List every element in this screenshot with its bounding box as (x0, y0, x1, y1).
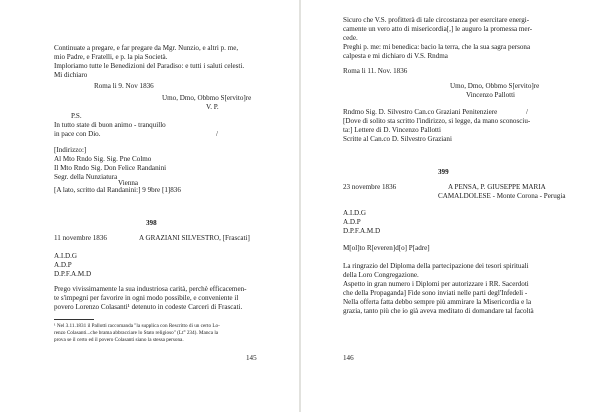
letter-date: 11 novembre 1836 (54, 234, 107, 242)
page-number: 146 (343, 354, 354, 362)
address-line: Rndmo Sig. D. Silvestro Can.co Graziani Penitenziere (343, 108, 498, 116)
opening-line: Preghi p. me: mi benedica: bacio la terra, che la sua sagra persona (343, 43, 531, 51)
letter-recipient: A GRAZIANI SILVESTRO, [Frascati] (139, 234, 250, 242)
body-line: Aspetto in gran numero i Diplomi per autorizzare i RR. Sacerdoti (343, 280, 529, 288)
letter-number: 399 (438, 168, 449, 176)
address-line: Segr. della Nunziatura (54, 173, 118, 181)
address-line: Il Mto Rndo Sig. Don Felice Randanini (54, 164, 167, 172)
letter-number: 398 (146, 219, 157, 227)
address-note: [A lato, scritto dal Randanini:] 9 9bre [1]836 (54, 186, 181, 194)
body-line: La ringrazio del Diploma della partecipazione dei tesori spirituali (343, 262, 529, 270)
opening-line: camente un vero atto di misericordia[,] le auguro la promessa mer- (343, 25, 533, 33)
address-line: [Indirizzo:] (54, 146, 87, 154)
body-line: povero Lorenzo Colasanti¹ detenuto in codeste Carceri di Frascati. (54, 303, 243, 311)
opening-line: Mi dichiaro (54, 71, 88, 79)
ps-line: in pace con Dio. (54, 130, 101, 138)
letter-date: 23 novembre 1836 (343, 183, 397, 191)
letter-date-closing: Roma li 9. Nov 1836 (94, 82, 154, 90)
signature-initials: V. P. (206, 103, 219, 111)
address-line: Al Mto Rndo Sig. Sig. Pne Colmo (54, 155, 152, 163)
address-line: [Dove di solito sta scritto l'indirizzo, si legge, da mano sconosciu- (343, 117, 531, 125)
footnote-line: renzo Colasanti...che brama abbracciare lo Stato religioso" (Lt° 234). Manca la (54, 330, 219, 336)
address-mark: / (526, 108, 528, 116)
opening-line: Sicuro che V.S. profitterà di tale circostanza per esercitare energi- (343, 16, 530, 24)
signature-line: Umo, Dmo, Obbmo S[ervito]re (450, 82, 540, 90)
footnote-line: prova se il certo ed il povero Colasanti siano la stessa persona. (54, 337, 184, 343)
ps-line: In tutto state di buon animo - tranquillo (54, 121, 166, 129)
invocation: D.P.F.A.M.D (343, 227, 381, 235)
address-line: ta:] Lettere di D. Vincenzo Pallotti (343, 126, 441, 134)
opening-line: calpesta e mi dichiaro di V.S. Rndma (343, 52, 448, 60)
ps-mark: / (216, 130, 218, 138)
address-city: Vienna (118, 179, 139, 187)
page-number: 145 (246, 354, 257, 362)
signature-line: Umo, Dmo, Obbmo S[ervito]re (162, 94, 252, 102)
opening-line: mio Padre, e Fratelli, e p. la pia Società. (54, 53, 168, 61)
body-line: della Loro Congregazione. (343, 271, 419, 279)
opening-line: Imploriamo tutte le Benedizioni del Paradiso: e tutti i saluti celesti. (54, 62, 245, 70)
opening-line: cede. (343, 34, 358, 42)
footnote-rule (54, 319, 94, 320)
invocation: A.D.P (343, 218, 361, 226)
footnote-line: ¹ Nel 3.11.1831 il Pallotti raccomanda "la supplica con Rescritto di un certo Lo- (54, 323, 220, 329)
left-page (0, 0, 299, 412)
letter-recipient-place: CAMALDOLESE - Monte Corona - Perugia (438, 192, 566, 200)
letter-recipient: A PENSA, P. GIUSEPPE MARIA (448, 183, 546, 191)
invocation: A.I.D.G (54, 252, 78, 260)
body-line: che della Propaganda] Fide sono inviati nelle parti degl'Infedeli - (343, 289, 528, 297)
salutation: M[ol]to R[everen]d[o] P[adre] (343, 244, 430, 252)
opening-line: Continuate a pregare, e far pregare da Mgr. Nunzio, e altri p. me, (54, 44, 239, 52)
letter-date-closing: Roma li 11. Nov. 1836 (343, 67, 408, 75)
body-line: te s'impegni per favorire in ogni modo possibile, e conveniente il (54, 294, 239, 302)
ps-label: P.S. (71, 112, 82, 120)
invocation: A.D.P (54, 261, 72, 269)
body-line: Nella offerta fatta debbo sempre più ammirare la Misericordia e la (343, 298, 532, 306)
signature-name: Vincenzo Pallotti (466, 91, 516, 99)
invocation: D.P.F.A.M.D (54, 270, 92, 278)
invocation: A.I.D.G (343, 209, 367, 217)
address-line: Scritte al Can.co D. Silvestro Graziani (343, 135, 452, 143)
right-page (301, 0, 599, 412)
body-line: Prego vivissimamente la sua industriosa carità, perchè efficacemen- (54, 285, 247, 293)
body-line: grazia, tanto più che io già aveva meditato di domandare tal facoltà (343, 307, 534, 315)
